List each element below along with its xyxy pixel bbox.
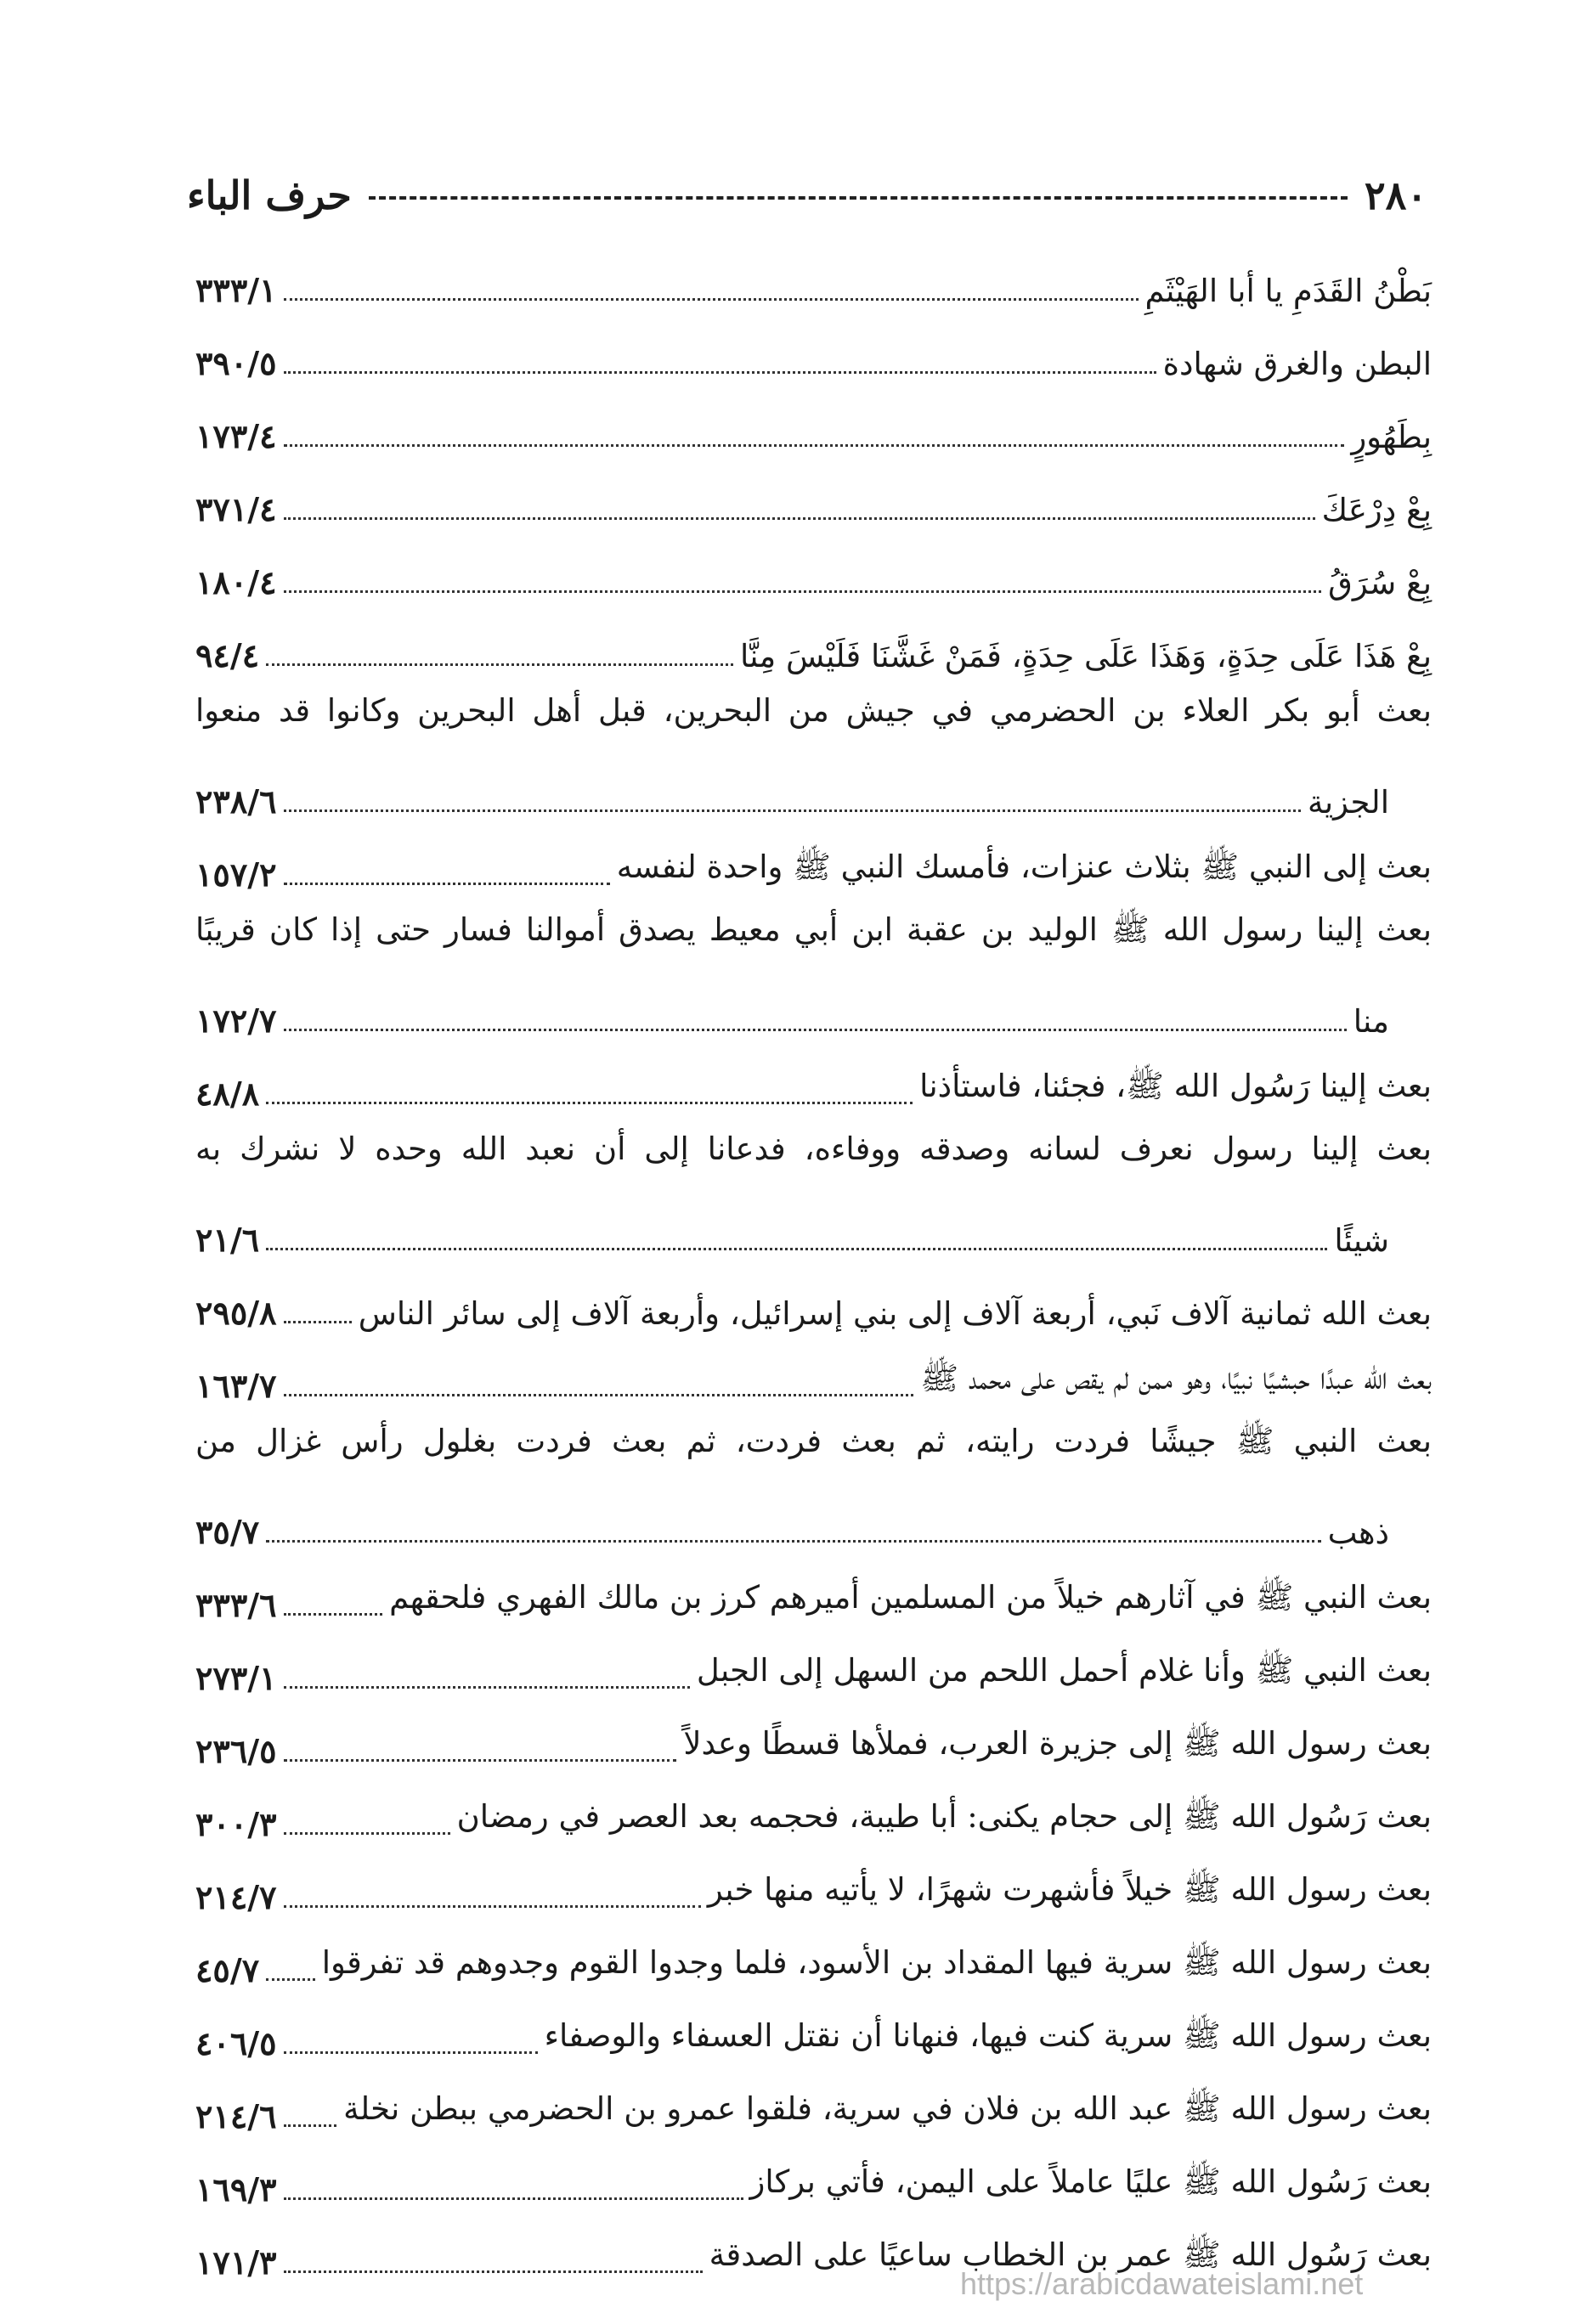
entry-reference: ٣٣٣/٦: [195, 1586, 277, 1624]
entry-text: بعث إلى النبي ﷺ بثلاث عنزات، فأمسك النبي ﷺ واحدة لنفسه: [616, 849, 1432, 885]
index-entry: [195, 1624, 1432, 1697]
entry-reference: ١٥٧/٢: [195, 855, 277, 894]
entry-reference: ٣٠٠/٣: [195, 1805, 277, 1843]
entry-text: بعث الله عبدًا حبشيًا نبيًا، وهو ممن لم يقص على محمد ﷺ: [920, 1360, 1432, 1396]
dot-leader: [284, 298, 1139, 301]
entry-text: بعث رسول الله ﷺ إلى جزيرة العرب، فملأها قسطًا وعدلاً: [683, 1725, 1432, 1762]
entry-text-line1: بعث أبو بكر العلاء بن الحضرمي في جيش من البحرين، قبل أهل البحرين وكانوا قد منعوا: [195, 692, 1432, 729]
entry-text-line2: [195, 747, 1432, 821]
entry-reference: ٤٥/٧: [195, 1951, 260, 1989]
entry-reference: ٢٧٣/١: [195, 1659, 277, 1697]
index-entry: [195, 382, 1432, 455]
entry-text-line2: [195, 967, 1432, 1040]
entry-reference: ١٧٢/٧: [195, 1001, 277, 1040]
index-entry: [195, 1916, 1432, 1989]
entry-reference: ٢١٤/٦: [195, 2097, 277, 2135]
entry-text: بِعْ هَذَا عَلَى حِدَةٍ، وَهَذَا عَلَى حِدَةٍ، فَمَنْ غَشَّنَا فَلَيْسَ مِنَّا: [739, 638, 1432, 674]
index-entry: [195, 1040, 1432, 1113]
entry-text: بعث النبي ﷺ وأنا غلام أحمل اللحم من السهل إلى الجبل: [696, 1652, 1432, 1689]
entry-text: منا: [1353, 1003, 1389, 1040]
entry-reference: ٤٨/٨: [195, 1075, 260, 1113]
entry-reference: ٣٧١/٤: [195, 490, 277, 528]
entry-text: بعث رسول الله ﷺ سرية فيها المقداد بن الأسود، فلما وجدوا القوم وجدوهم قد تفرقوا: [321, 1944, 1432, 1981]
entry-text: بعث النبي ﷺ في آثارهم خيلاً من المسلمين أميرهم كرز بن مالك الفهري فلحقهم: [389, 1579, 1432, 1616]
index-entries: [195, 236, 1432, 2282]
entry-text-line2: [195, 1186, 1432, 1259]
entry-text: بعث رَسُول الله ﷺ إلى حجام يكنى: أبا طيبة، فحجمه بعد العصر في رمضان: [456, 1798, 1432, 1835]
entry-text: بعث رَسُول الله ﷺ عمر بن الخطاب ساعيًا على الصدقة: [709, 2237, 1432, 2273]
index-entry: [195, 236, 1432, 309]
dot-leader: [284, 517, 1315, 520]
entry-reference: ١٦٣/٧: [195, 1367, 277, 1405]
entry-reference: ١٧١/٣: [195, 2243, 277, 2282]
entry-reference: ٤٠٦/٥: [195, 2024, 277, 2062]
index-entry: [195, 1843, 1432, 1916]
entry-reference: ٢٩٥/٨: [195, 1294, 277, 1332]
watermark-url: https://arabicdawateislami.net: [960, 2266, 1364, 2301]
index-entry: [195, 1259, 1432, 1332]
entry-reference: ٢٣٨/٦: [195, 782, 277, 821]
dot-leader: [284, 2270, 703, 2273]
dot-leader: [284, 883, 610, 885]
dot-leader: [266, 1102, 913, 1104]
index-entry: [195, 1551, 1432, 1624]
entry-text: بِطَهُورٍ: [1351, 419, 1432, 455]
index-entry: [195, 1405, 1432, 1551]
entry-text: الجزية: [1308, 784, 1389, 821]
entry-text-line1: بعث إلينا رسول نعرف لسانه وصدقه ووفاءه، فدعانا إلى أن نعبد الله وحده لا نشرك به: [195, 1131, 1432, 1167]
entry-reference: ٣٥/٧: [195, 1513, 260, 1551]
entry-reference: ٣٣٣/١: [195, 271, 277, 309]
dot-leader: [284, 1905, 701, 1908]
entry-text: بعث إلينا رَسُول الله ﷺ، فجئنا، فاستأذنا: [919, 1068, 1432, 1104]
entry-text: البطن والغرق شهادة: [1162, 346, 1432, 382]
entry-reference: ١٧٣/٤: [195, 417, 277, 455]
entry-text: بعث رَسُول الله ﷺ عليًا عاملاً على اليمن، فأتي بركاز: [749, 2163, 1432, 2200]
entry-text-line2: [195, 1478, 1432, 1551]
entry-text: بعث رسول الله ﷺ عبد الله بن فلان في سرية، فلقوا عمرو بن الحضرمي ببطن نخلة: [343, 2090, 1432, 2127]
entry-text-line1: بعث إلينا رسول الله ﷺ الوليد بن عقبة ابن أبي معيط يصدق أموالنا فسار حتى إذا كان قريبًا: [195, 911, 1432, 948]
dot-leader: [284, 1321, 352, 1323]
index-entry: [195, 601, 1432, 674]
dot-leader: [284, 2051, 538, 2054]
entry-text: بَطْنُ القَدَمِ يا أبا الهَيْثَمِ: [1144, 273, 1432, 309]
dot-leader: [266, 1540, 1321, 1543]
dot-leader: [266, 1978, 315, 1981]
entry-reference: ٢١٤/٧: [195, 1878, 277, 1916]
dot-leader: [284, 809, 1301, 812]
dot-leader: [284, 1029, 1347, 1031]
index-entry: [195, 674, 1432, 821]
index-entry: [195, 821, 1432, 894]
index-entry: [195, 1989, 1432, 2062]
entry-text: بعث رسول الله ﷺ سرية كنت فيها، فنهانا أن نقتل العسفاء والوصفاء: [544, 2017, 1432, 2054]
index-entry: [195, 1113, 1432, 1259]
entry-text: بعث الله ثمانية آلاف نَبي، أربعة آلاف إلى بني إسرائيل، وأربعة آلاف إلى سائر الناس: [358, 1295, 1432, 1332]
dot-leader: [284, 2124, 337, 2127]
index-entry: [195, 2135, 1432, 2208]
entry-reference: ١٦٩/٣: [195, 2170, 277, 2208]
entry-reference: ٢٣٦/٥: [195, 1732, 277, 1770]
dot-leader: [284, 1686, 690, 1689]
dot-leader: [284, 371, 1156, 374]
dot-leader: [284, 590, 1322, 593]
index-entry: [195, 528, 1432, 601]
page-header: [187, 166, 1427, 225]
entry-reference: ٩٤/٤: [195, 636, 260, 674]
entry-text: بِعْ دِرْعَكَ: [1321, 492, 1432, 528]
index-entry: [195, 2062, 1432, 2135]
header-rule: [369, 196, 1348, 200]
entry-reference: ٣٩٠/٥: [195, 344, 277, 382]
entry-text: بِعْ سُرَقُ: [1328, 565, 1432, 601]
dot-leader: [284, 1613, 383, 1616]
index-entry: [195, 1770, 1432, 1843]
index-entry: [195, 309, 1432, 382]
index-entry: [195, 1697, 1432, 1770]
dot-leader: [284, 1759, 677, 1762]
dot-leader: [266, 1248, 1327, 1250]
page-number: ٢٨٠: [1364, 172, 1427, 218]
entry-text: بعث رسول الله ﷺ خيلاً فأشهرت شهرًا، لا يأتيه منها خبر: [707, 1871, 1432, 1908]
section-title: حرف الباء: [187, 172, 352, 218]
entry-text-line1: بعث النبي ﷺ جيشًا فردت رايته، ثم بعث فردت، ثم بعث فردت بغلول رأس غزال من: [195, 1423, 1432, 1459]
index-entry: [195, 1332, 1432, 1405]
index-entry: [195, 894, 1432, 1040]
dot-leader: [284, 1394, 914, 1396]
entry-reference: ١٨٠/٤: [195, 563, 277, 601]
index-entry: [195, 455, 1432, 528]
dot-leader: [284, 1832, 450, 1835]
entry-text: ذهب: [1327, 1515, 1389, 1551]
dot-leader: [284, 2197, 743, 2200]
dot-leader: [284, 444, 1345, 447]
entry-text: شيئًا: [1334, 1222, 1389, 1259]
entry-reference: ٢١/٦: [195, 1221, 260, 1259]
dot-leader: [266, 663, 733, 666]
